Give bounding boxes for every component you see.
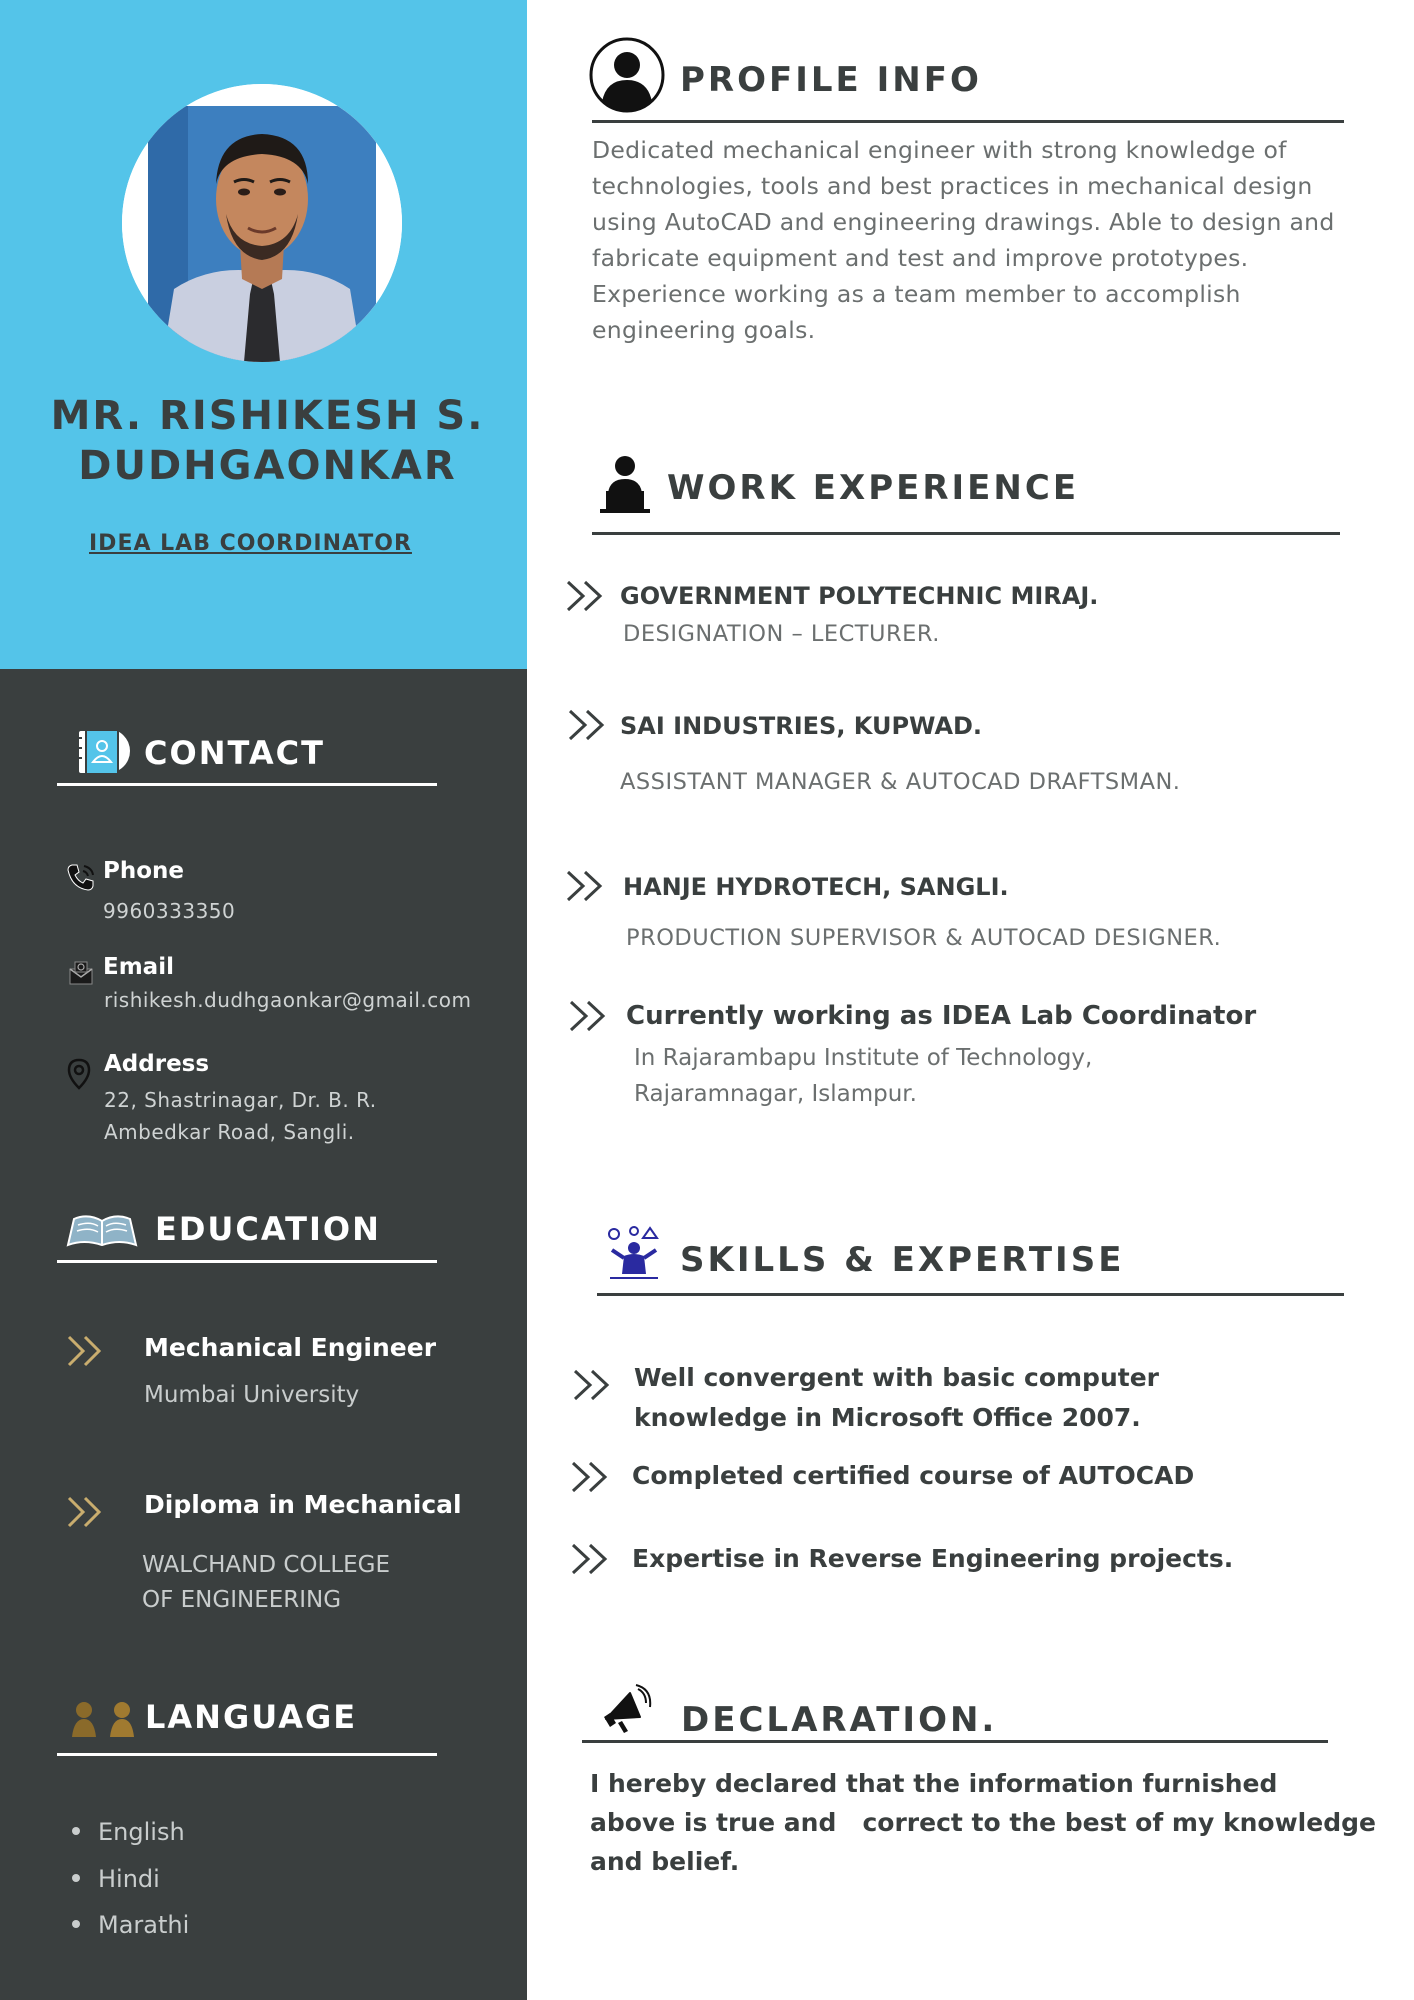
name-line-1: MR. RISHIKESH S. [50,393,485,439]
education-school: Mumbai University [144,1382,360,1408]
job-company: HANJE HYDROTECH, SANGLI. [623,873,1009,901]
skills-heading: SKILLS & EXPERTISE [680,1240,1125,1280]
profile-info-divider [592,120,1344,123]
address-line-1: 22, Shastrinagar, Dr. B. R. [104,1088,377,1112]
phone-label: Phone [103,858,185,884]
job-company: SAI INDUSTRIES, KUPWAD. [620,712,983,740]
double-chevron-icon [568,709,610,745]
gold-chevron-icon [67,1496,107,1532]
job-role: PRODUCTION SUPERVISOR & AUTOCAD DESIGNER. [626,925,1222,951]
phone-icon [66,862,96,896]
double-chevron-icon [573,1369,615,1405]
language-item: Marathi [72,1911,189,1939]
double-chevron-icon [566,580,608,616]
declaration-line-3: and belief. [590,1847,740,1876]
education-school-line-2: OF ENGINEERING [142,1587,342,1613]
address-label: Address [104,1051,210,1077]
address-line-2: Ambedkar Road, Sangli. [104,1120,355,1144]
skill-item-line-2: knowledge in Microsoft Office 2007. [634,1403,1141,1432]
name-line-2: DUDHGAONKAR [78,443,457,489]
gold-chevron-icon [67,1335,107,1371]
skill-item-line-1: Well convergent with basic computer [634,1363,1159,1392]
job-role-line-1: In Rajarambapu Institute of Technology, [634,1045,1093,1071]
megaphone-icon [600,1683,652,1739]
user-profile-icon [588,36,666,118]
declaration-line-2: above is true and correct to the best of my knowledge [590,1808,1376,1837]
skill-item: Completed certified course of AUTOCAD [632,1461,1195,1490]
language-item: Hindi [72,1865,160,1893]
double-chevron-icon [571,1543,613,1579]
worker-laptop-icon [598,453,652,519]
location-pin-icon [66,1058,92,1094]
job-company: GOVERNMENT POLYTECHNIC MIRAJ. [620,582,1099,610]
people-speaking-icon [70,1699,138,1743]
declaration-text [590,1764,1376,1881]
profile-info-heading: PROFILE INFO [680,60,982,100]
profile-summary: Dedicated mechanical engineer with strong knowledge of technologies, tools and best practices in mechanical design using AutoCAD and engineering drawings. Able to design and fabricate equipment and test and improve prototypes. Experience working as a team member to accomplish engineering goals. [592,136,1335,344]
work-experience-divider [592,532,1340,535]
double-chevron-icon [566,870,608,906]
education-school-line-1: WALCHAND COLLEGE [142,1552,391,1578]
contact-book-icon [72,724,130,782]
email-value[interactable]: rishikesh.dudhgaonkar@gmail.com [104,988,472,1012]
education-degree: Mechanical Engineer [144,1333,437,1362]
double-chevron-icon [571,1461,613,1497]
skill-item: Expertise in Reverse Engineering projects. [632,1544,1234,1573]
work-experience-heading: WORK EXPERIENCE [667,468,1080,508]
job-role-line-2: Rajaramnagar, Islampur. [634,1081,917,1107]
skills-person-icon [606,1226,662,1284]
language-heading: LANGUAGE [145,1698,358,1736]
job-company: Currently working as IDEA Lab Coordinator [626,1001,1257,1031]
language-item: English [72,1818,185,1846]
education-degree: Diploma in Mechanical [144,1490,462,1519]
double-chevron-icon [569,1000,611,1036]
education-heading: EDUCATION [155,1210,381,1248]
email-label: Email [103,954,174,980]
education-divider [57,1260,437,1263]
declaration-line-1: I hereby declared that the information furnished [590,1769,1278,1798]
declaration-divider [582,1740,1328,1743]
email-icon [67,959,95,991]
profile-photo [122,84,402,362]
job-role: ASSISTANT MANAGER & AUTOCAD DRAFTSMAN. [620,769,1181,795]
contact-divider [57,783,437,786]
language-divider [57,1753,437,1756]
phone-value[interactable]: 9960333350 [103,899,236,923]
declaration-heading: DECLARATION. [681,1700,998,1740]
job-title: IDEA LAB COORDINATOR [89,531,412,556]
job-role: DESIGNATION – LECTURER. [623,621,940,647]
contact-heading: CONTACT [144,734,325,772]
skills-divider [597,1293,1344,1296]
open-book-icon [64,1211,140,1255]
